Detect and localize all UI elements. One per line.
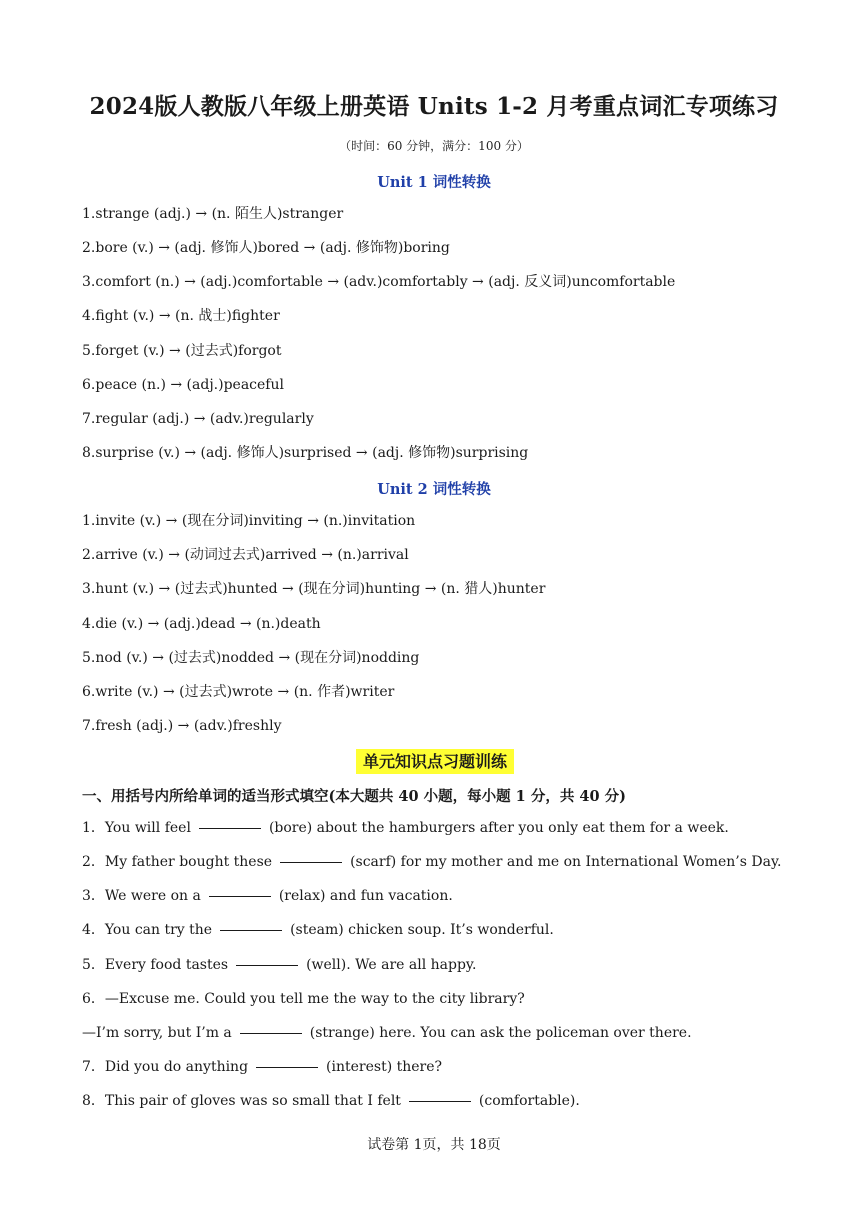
unit1-item: 6.peace (n.) → (adj.)peaceful — [82, 377, 284, 393]
question-item — [82, 886, 453, 906]
question-text: 1．You will feel — [82, 820, 191, 836]
unit2-heading: Unit 2 词性转换 — [377, 481, 491, 498]
question-text: 7．Did you do anything — [82, 1059, 249, 1075]
answer-blank[interactable] — [240, 1032, 302, 1034]
unit1-item: 1.strange (adj.) → (n. 陌生人)stranger — [82, 206, 344, 222]
question-item — [82, 1057, 442, 1077]
unit1-item: 5.forget (v.) → (过去式)forgot — [82, 343, 282, 359]
question-item — [82, 1023, 692, 1043]
question-text: (scarf) for my mother and me on International Women’s Day. — [350, 854, 782, 870]
question-text: 6．—Excuse me. Could you tell me the way to the city library? — [82, 991, 525, 1007]
unit1-item: 3.comfort (n.) → (adj.)comfortable → (adv.)comfortably → (adj. 反义词)uncomfortable — [82, 274, 676, 290]
question-item — [82, 852, 781, 872]
question-text: 4．You can try the — [82, 922, 213, 938]
question-item — [82, 1091, 580, 1111]
unit2-item: 2.arrive (v.) → (动词过去式)arrived → (n.)arrival — [82, 547, 409, 563]
unit1-item: 7.regular (adj.) → (adv.)regularly — [82, 411, 314, 427]
unit1-item: 8.surprise (v.) → (adj. 修饰人)surprised → (adj. 修饰物)surprising — [82, 445, 529, 461]
answer-blank[interactable] — [220, 929, 282, 931]
unit2-item: 6.write (v.) → (过去式)wrote → (n. 作者)writer — [82, 684, 395, 700]
question-text: (interest) there? — [326, 1059, 443, 1075]
answer-blank[interactable] — [236, 964, 298, 966]
question-text: 2．My father bought these — [82, 854, 273, 870]
question-text: (well). We are all happy. — [306, 957, 477, 973]
unit1-item: 2.bore (v.) → (adj. 修饰人)bored → (adj. 修饰物)boring — [82, 240, 450, 256]
answer-blank[interactable] — [199, 827, 261, 829]
unit2-item: 5.nod (v.) → (过去式)nodded → (现在分词)nodding — [82, 650, 420, 666]
question-text: (steam) chicken soup. It’s wonderful. — [290, 922, 554, 938]
answer-blank[interactable] — [209, 895, 271, 897]
part1-heading: 一、用括号内所给单词的适当形式填空(本大题共 40 小题，每小题 1 分，共 40 分) — [82, 788, 626, 805]
question-item — [82, 989, 525, 1009]
question-item — [82, 920, 554, 940]
unit1-item: 4.fight (v.) → (n. 战士)fighter — [82, 308, 280, 324]
unit2-item: 4.die (v.) → (adj.)dead → (n.)death — [82, 616, 321, 632]
unit2-item: 1.invite (v.) → (现在分词)inviting → (n.)invitation — [82, 513, 416, 529]
question-text: (bore) about the hamburgers after you only eat them for a week. — [268, 820, 729, 836]
unit2-item: 7.fresh (adj.) → (adv.)freshly — [82, 718, 282, 734]
section-title: 单元知识点习题训练 — [356, 749, 514, 774]
page-footer: 试卷第 1页，共 18页 — [367, 1137, 501, 1153]
page-title: 2024版人教版八年级上册英语 Units 1-2 月考重点词汇专项练习 — [89, 93, 779, 120]
answer-blank[interactable] — [409, 1100, 471, 1102]
answer-blank[interactable] — [256, 1066, 318, 1068]
answer-blank[interactable] — [280, 861, 342, 863]
question-item — [82, 818, 729, 838]
question-text: —I’m sorry, but I’m a — [82, 1025, 232, 1041]
question-text: 8．This pair of gloves was so small that I felt — [82, 1093, 401, 1109]
question-text: 5．Every food tastes — [82, 957, 229, 973]
exam-info: （时间：60 分钟，满分：100 分） — [339, 139, 529, 153]
question-text: 3．We were on a — [82, 888, 201, 904]
question-item — [82, 955, 476, 975]
unit2-item: 3.hunt (v.) → (过去式)hunted → (现在分词)hunting → (n. 猎人)hunter — [82, 581, 546, 597]
question-text: (relax) and fun vacation. — [278, 888, 453, 904]
unit1-heading: Unit 1 词性转换 — [377, 174, 491, 191]
question-text: (strange) here. You can ask the policeman over there. — [309, 1025, 692, 1041]
question-text: (comfortable). — [478, 1093, 580, 1109]
